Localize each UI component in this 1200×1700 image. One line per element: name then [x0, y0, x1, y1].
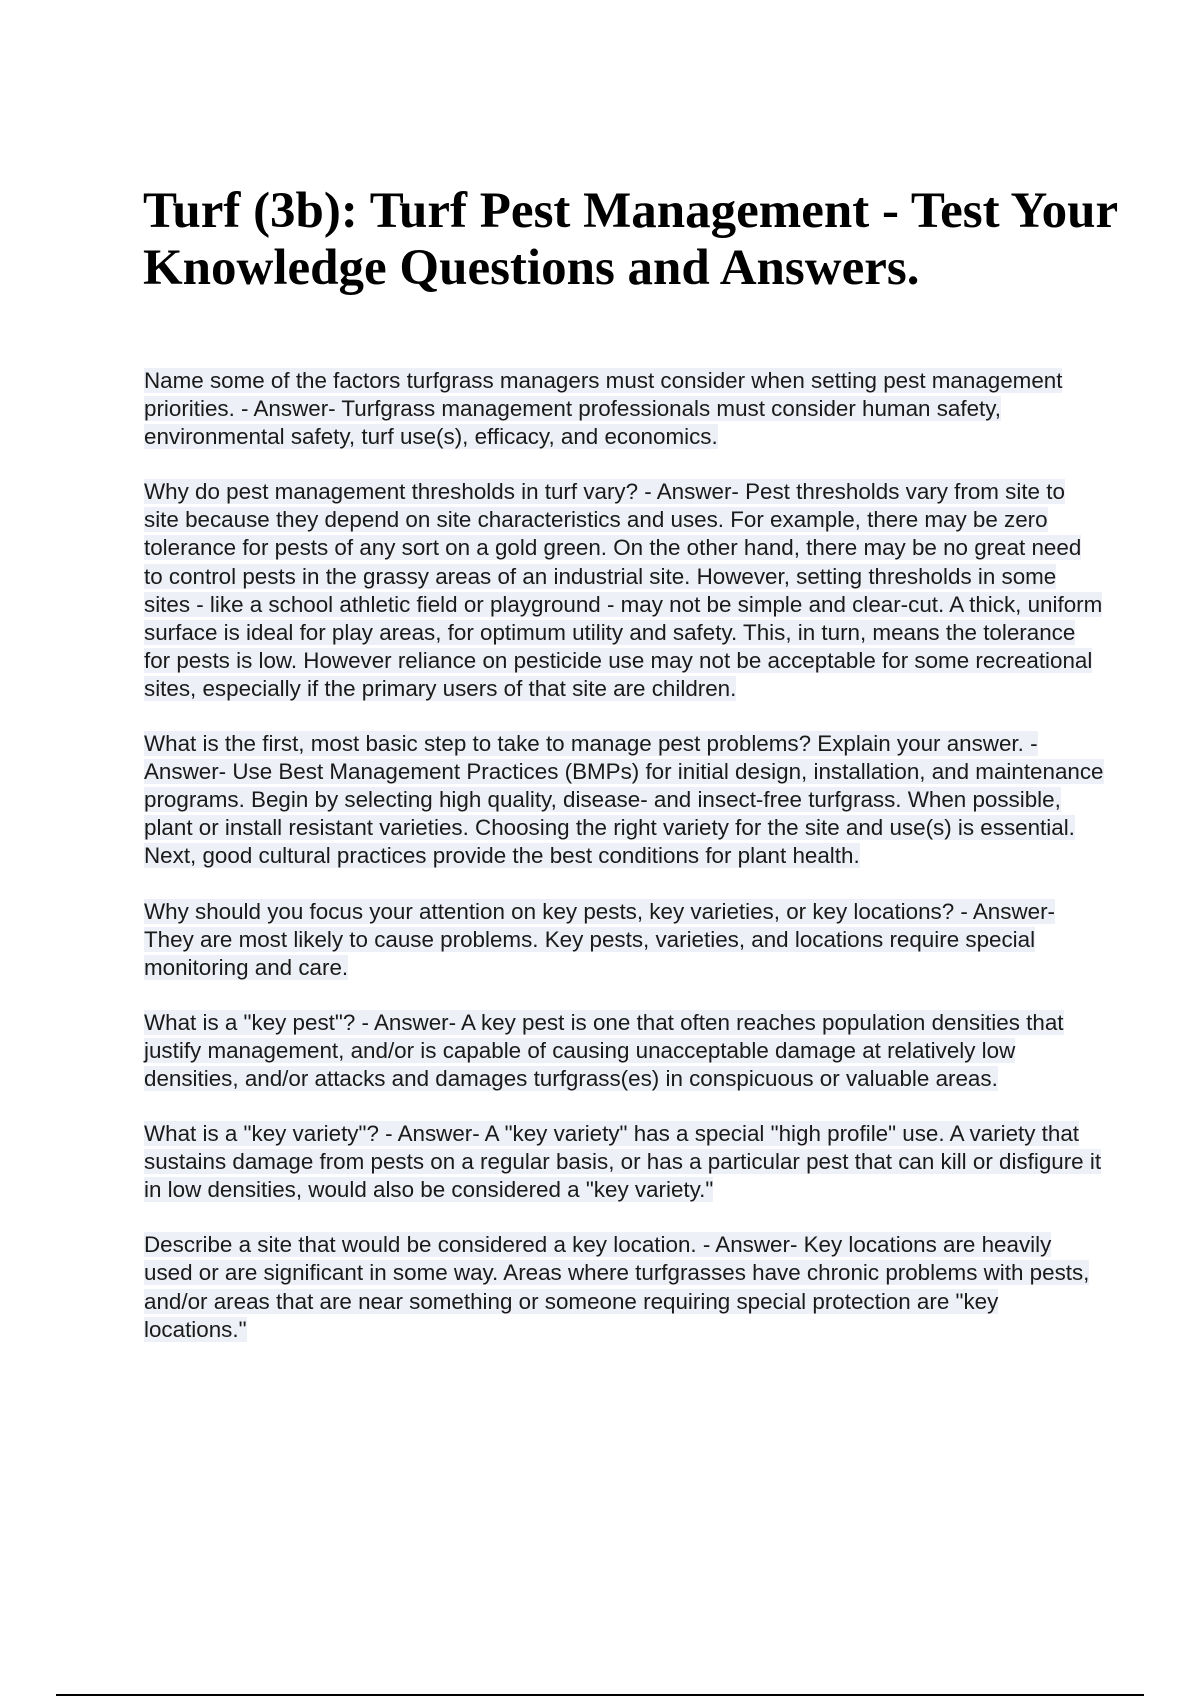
footer-divider: [56, 1694, 1144, 1696]
document-title: Turf (3b): Turf Pest Management - Test Your Knowledge Questions and Answers.: [143, 183, 1118, 296]
qa-item: [144, 898, 1104, 982]
qa-item: [144, 1120, 1104, 1204]
qa-item: [144, 730, 1104, 870]
qa-text: Why do pest management thresholds in turf vary? - Answer- Pest thresholds vary from site to site because they depend on site characteristics and uses. For example, there may be zero tolerance for pests of any sort on a gold green. On the other hand, there may be no great need to control pests in the grassy areas of an industrial site. However, setting thresholds in some sites - like a school athletic field or playground - may not be simple and clear-cut. A thick, uniform surface is ideal for play areas, for optimum utility and safety. This, in turn, means the tolerance for pests is low. However reliance on pesticide use may not be acceptable for some recreational sites, especially if the primary users of that site are children.: [144, 479, 1103, 701]
qa-item: [144, 1231, 1104, 1343]
qa-text: Describe a site that would be considered a key location. - Answer- Key locations are heavily used or are significant in some way. Areas where turfgrasses have chronic problems with pests, and/or areas that are near something or someone requiring special protection are "key locations.": [144, 1232, 1090, 1342]
qa-text: Why should you focus your attention on key pests, key varieties, or key locations? - Answer- They are most likely to cause problems. Key pests, varieties, and locations require special monitoring and care.: [144, 898, 1055, 980]
qa-item: [144, 478, 1104, 703]
qa-item: [144, 367, 1104, 451]
qa-text: What is the first, most basic step to take to manage pest problems? Explain your answer. - Answer- Use Best Management Practices (BMPs) for initial design, installation, and maintenance programs. Begin by selecting high quality, disease- and insect-free turfgrass. When possible, plant or install resistant varieties. Choosing the right variety for the site and use(s) is essential. Next, good cultural practices provide the best conditions for plant health.: [144, 731, 1104, 869]
qa-item: [144, 1009, 1104, 1093]
qa-text: Name some of the factors turfgrass managers must consider when setting pest management priorities. - Answer- Turfgrass management professionals must consider human safety, environmental safety, turf use(s), efficacy, and economics.: [144, 368, 1063, 450]
qa-text: What is a "key pest"? - Answer- A key pest is one that often reaches population densities that justify management, and/or is capable of causing unacceptable damage at relatively low densities, and/or attacks and damages turfgrass(es) in conspicuous or valuable areas.: [144, 1009, 1064, 1091]
qa-text: What is a "key variety"? - Answer- A "key variety" has a special "high profile" use. A variety that sustains damage from pests on a regular basis, or has a particular pest that can kill or disfigure it in low densities, would also be considered a "key variety.": [144, 1121, 1102, 1203]
qa-list: [144, 367, 1104, 1371]
